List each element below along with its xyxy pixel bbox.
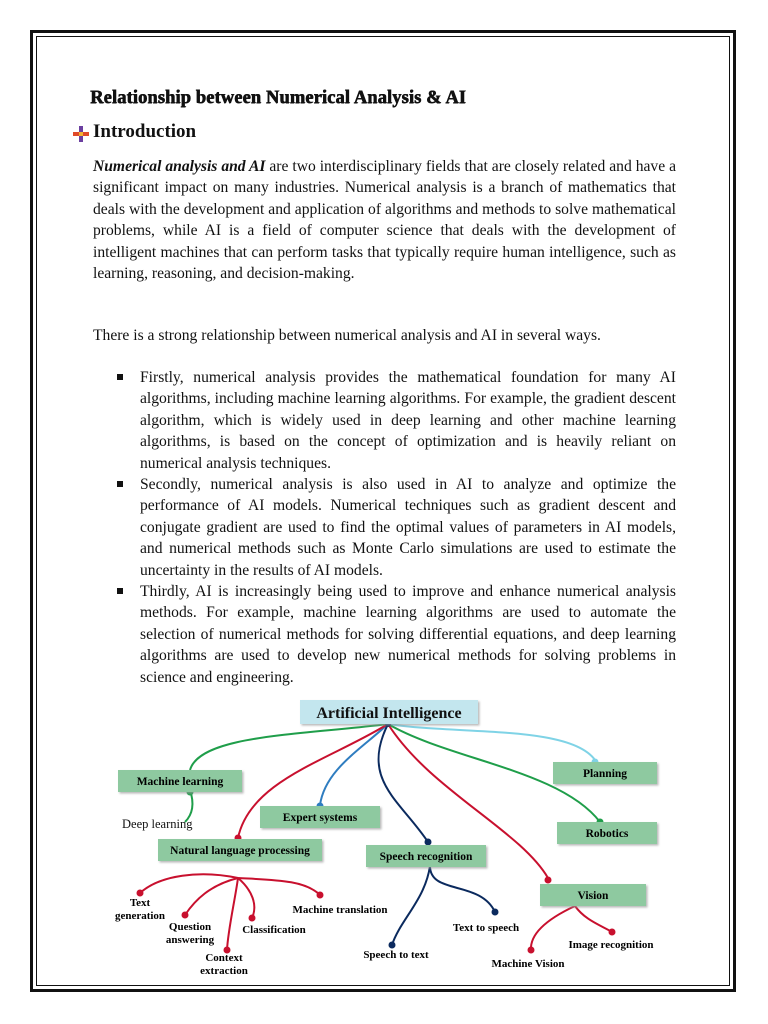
label-nlp: Natural language processing	[170, 845, 310, 857]
label-speech-to-text: Speech to text	[363, 949, 429, 961]
label-deep-learning: Deep learning	[122, 817, 193, 831]
section-heading: Introduction	[93, 121, 197, 142]
label-context-1: Context	[205, 952, 243, 964]
label-planning: Planning	[582, 768, 628, 780]
label-question-1: Question	[168, 921, 212, 933]
para-body: are two interdisciplinary fields that are closely related and have a significant impact on many industries. Numerical analysis is a branch of mathematics that deals with the development and application of algorithms and methods to solve mathematical problems, while AI is a field of computer science that deals with the development of intelligent machines that can perform tasks that typically require human intelligence, such as learning, reasoning, and decision-making.	[93, 158, 677, 283]
relationship-paragraph: There is a strong relationship between numerical analysis and AI in several ways.	[93, 327, 601, 344]
list-item: Secondly, numerical analysis is also used in AI to analyze and optimize the performance of AI models. Numerical techniques such as gradient descent and conjugate gradient are used to find the optimal values of parameters in AI models, and numerical methods such as Monte Carlo simulations are used to estimate the uncertainty in the results of AI models.	[117, 474, 676, 581]
edge-expert	[320, 724, 388, 805]
edge-planning	[388, 724, 595, 760]
root-label: Artificial Intelligence	[316, 705, 462, 722]
label-vision: Vision	[577, 890, 609, 902]
label-classification: Classification	[242, 924, 306, 936]
label-robotics: Robotics	[585, 828, 629, 840]
label-machine-learning: Machine learning	[136, 776, 224, 788]
edge-question	[185, 878, 238, 915]
label-context-2: extraction	[200, 965, 248, 977]
page-title: Relationship between Numerical Analysis & AI	[90, 88, 466, 108]
edge-ml	[190, 724, 388, 770]
list-item: Firstly, numerical analysis provides the mathematical foundation for many AI algorithms, including machine learning algorithms. For example, the gradient descent algorithm, which is widely used in deep learning and other machine learning algorithms, is based on the concept of optimization and is heavily reliant on numerical analysis techniques.	[117, 367, 676, 474]
edge-speech	[378, 724, 428, 842]
label-machine-vision: Machine Vision	[491, 958, 565, 970]
edge-image-rec	[575, 906, 612, 932]
label-text-generation-2: generation	[114, 910, 166, 922]
edge-classification	[238, 878, 254, 918]
label-machine-translation: Machine translation	[292, 904, 388, 916]
para-lead: Numerical analysis and AI	[93, 158, 266, 175]
edge-speech-to-text	[392, 866, 430, 945]
label-speech-recognition: Speech recognition	[379, 851, 473, 863]
label-text-to-speech: Text to speech	[452, 922, 520, 934]
label-text-generation-1: Text	[129, 897, 151, 909]
edge-context	[227, 878, 238, 950]
label-question-2: answering	[165, 934, 215, 946]
label-expert-systems: Expert systems	[282, 812, 358, 824]
label-image-recognition: Image recognition	[568, 939, 654, 951]
list-item: Thirdly, AI is increasingly being used to improve and enhance numerical analysis methods. For example, machine learning algorithms are used to automate the selection of numerical methods for solving differential equations, and deep learning algorithms are used to develop new numerical methods for solving problems in science and engineering.	[117, 581, 676, 688]
edge-text-to-speech	[430, 866, 495, 912]
